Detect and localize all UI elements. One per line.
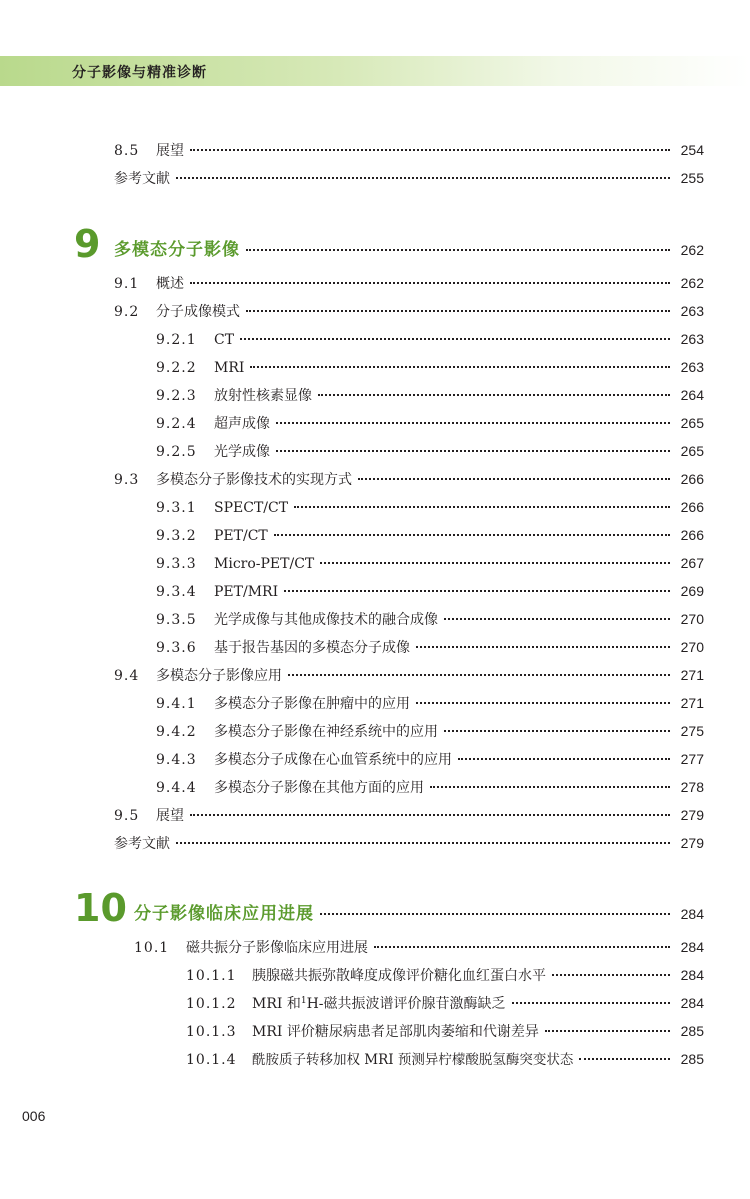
dot-leader: [246, 249, 670, 251]
dot-leader: [545, 1030, 670, 1032]
entry-number: 8.5: [114, 143, 140, 159]
dot-leader: [274, 534, 670, 536]
chapter-9-number: 9: [74, 222, 101, 266]
entry-title: 多模态分子成像在心血管系统中的应用: [214, 752, 452, 768]
toc-entry-9-4-4[interactable]: [156, 777, 704, 797]
entry-number: 10.1.2: [186, 996, 237, 1012]
entry-title: 概述: [156, 276, 184, 292]
entry-page: 279: [680, 807, 704, 823]
toc-entry-9-3-2[interactable]: [156, 525, 704, 545]
superscript-mass-number: 1: [300, 996, 307, 1006]
dot-leader: [190, 149, 670, 151]
entry-page: 265: [680, 415, 704, 431]
dot-leader: [318, 394, 670, 396]
entry-title: 参考文献: [114, 836, 170, 852]
entry-page: 255: [680, 170, 704, 186]
entry-title: 多模态分子影像在神经系统中的应用: [214, 724, 438, 740]
entry-title: 多模态分子影像在肿瘤中的应用: [214, 696, 410, 712]
toc-entry-9-2-2[interactable]: [156, 357, 704, 377]
entry-number: 9.2.2: [156, 360, 197, 376]
entry-number: 10.1: [134, 940, 170, 956]
entry-page: 279: [680, 835, 704, 851]
toc-entry-9-2[interactable]: [114, 301, 704, 321]
dot-leader: [250, 366, 670, 368]
entry-page: 271: [680, 667, 704, 683]
entry-number: 9.4.3: [156, 752, 197, 768]
toc-entry-9-2-1[interactable]: [156, 329, 704, 349]
toc-entry-9-3-6[interactable]: [156, 637, 704, 657]
toc-entry-references-8[interactable]: [114, 168, 704, 188]
dot-leader: [288, 674, 670, 676]
entry-title: PET/CT: [214, 528, 268, 544]
entry-title-part: H-磁共振波谱评价腺苷激酶缺乏: [306, 996, 506, 1012]
entry-title: 放射性核素显像: [214, 388, 312, 404]
entry-page: 263: [680, 303, 704, 319]
toc-entry-references-9[interactable]: [114, 833, 704, 853]
toc-entry-9-3[interactable]: [114, 469, 704, 489]
entry-title: 参考文献: [114, 171, 170, 187]
toc-entry-9-2-5[interactable]: [156, 441, 704, 461]
entry-title: 胰腺磁共振弥散峰度成像评价糖化血红蛋白水平: [252, 968, 546, 984]
entry-title: [252, 994, 506, 1014]
dot-leader: [276, 422, 670, 424]
toc-entry-10-1-2[interactable]: [186, 993, 704, 1013]
entry-number: 9.3.6: [156, 640, 197, 656]
dot-leader: [374, 946, 670, 948]
toc-entry-8-5[interactable]: [114, 140, 704, 160]
entry-number: 9.3.1: [156, 500, 197, 516]
entry-page: 254: [680, 142, 704, 158]
entry-page: 271: [680, 695, 704, 711]
entry-number: 9.4.2: [156, 724, 197, 740]
entry-page: 266: [680, 471, 704, 487]
entry-number: 9.2.5: [156, 444, 197, 460]
entry-page: 284: [680, 906, 704, 922]
entry-title: 多模态分子影像技术的实现方式: [156, 472, 352, 488]
dot-leader: [416, 646, 670, 648]
entry-number: 10.1.4: [186, 1052, 237, 1068]
entry-page: 270: [680, 611, 704, 627]
dot-leader: [284, 590, 670, 592]
entry-page: 270: [680, 639, 704, 655]
entry-number: 9.3.2: [156, 528, 197, 544]
entry-title-part: MRI 和: [252, 996, 301, 1012]
entry-page: 262: [680, 242, 704, 258]
entry-number: 9.3.5: [156, 612, 197, 628]
toc-chapter-9[interactable]: [114, 240, 704, 260]
entry-title: PET/MRI: [214, 584, 279, 600]
entry-page: 265: [680, 443, 704, 459]
entry-number: 9.2.1: [156, 332, 197, 348]
entry-title: 多模态分子影像在其他方面的应用: [214, 780, 424, 796]
entry-page: 262: [680, 275, 704, 291]
toc-chapter-10[interactable]: [134, 904, 704, 924]
entry-title: 超声成像: [214, 416, 270, 432]
entry-page: 284: [680, 995, 704, 1011]
entry-title: 分子成像模式: [156, 304, 240, 320]
entry-number: 9.4.1: [156, 696, 197, 712]
dot-leader: [320, 562, 670, 564]
toc-entry-9-4-3[interactable]: [156, 749, 704, 769]
entry-title: MRI: [214, 360, 245, 376]
entry-page: 267: [680, 555, 704, 571]
entry-number: 9.2: [114, 304, 140, 320]
dot-leader: [552, 974, 670, 976]
dot-leader: [190, 814, 670, 816]
dot-leader: [320, 913, 670, 915]
toc-entry-9-2-4[interactable]: [156, 413, 704, 433]
dot-leader: [444, 618, 670, 620]
entry-title: SPECT/CT: [214, 500, 289, 516]
entry-page: 285: [680, 1051, 704, 1067]
entry-number: 9.3: [114, 472, 140, 488]
dot-leader: [458, 758, 670, 760]
entry-page: 278: [680, 779, 704, 795]
entry-number: 9.3.3: [156, 556, 197, 572]
entry-number: 10.1.1: [186, 968, 237, 984]
entry-page: 275: [680, 723, 704, 739]
entry-title: 基于报告基因的多模态分子成像: [214, 640, 410, 656]
page-folio: 006: [22, 1108, 46, 1124]
dot-leader: [176, 177, 670, 179]
entry-number: 9.2.3: [156, 388, 197, 404]
dot-leader: [358, 478, 670, 480]
dot-leader: [444, 730, 670, 732]
entry-page: 284: [680, 939, 704, 955]
dot-leader: [246, 310, 670, 312]
dot-leader: [240, 338, 670, 340]
running-header-title: 分子影像与精准诊断: [72, 65, 207, 81]
entry-title: 磁共振分子影像临床应用进展: [186, 940, 368, 956]
chapter-title: 多模态分子影像: [114, 240, 240, 260]
entry-title: CT: [214, 332, 235, 348]
toc-entry-9-3-3[interactable]: [156, 553, 704, 573]
entry-title: 光学成像与其他成像技术的融合成像: [214, 612, 438, 628]
entry-number: 9.1: [114, 276, 140, 292]
entry-page: 263: [680, 359, 704, 375]
entry-page: 269: [680, 583, 704, 599]
toc-entry-9-4[interactable]: [114, 665, 704, 685]
toc-entry-9-3-4[interactable]: [156, 581, 704, 601]
dot-leader: [276, 450, 670, 452]
toc-entry-10-1-3[interactable]: [186, 1021, 704, 1041]
toc-entry-9-1[interactable]: [114, 273, 704, 293]
dot-leader: [294, 506, 670, 508]
entry-number: 9.2.4: [156, 416, 197, 432]
toc-entry-10-1-1[interactable]: [186, 965, 704, 985]
dot-leader: [190, 282, 670, 284]
entry-title: 光学成像: [214, 444, 270, 460]
toc-entry-9-2-3[interactable]: [156, 385, 704, 405]
entry-page: 285: [680, 1023, 704, 1039]
entry-page: 266: [680, 499, 704, 515]
entry-page: 266: [680, 527, 704, 543]
entry-page: 277: [680, 751, 704, 767]
entry-title: 展望: [156, 143, 184, 159]
entry-title: 酰胺质子转移加权 MRI 预测异柠檬酸脱氢酶突变状态: [252, 1052, 574, 1068]
dot-leader: [579, 1058, 670, 1060]
entry-title: 展望: [156, 808, 184, 824]
entry-number: 9.4.4: [156, 780, 197, 796]
dot-leader: [512, 1002, 670, 1004]
toc-entry-9-5[interactable]: [114, 805, 704, 825]
toc-entry-10-1[interactable]: [134, 937, 704, 957]
entry-number: 9.3.4: [156, 584, 197, 600]
entry-page: 263: [680, 331, 704, 347]
entry-number: 10.1.3: [186, 1024, 237, 1040]
entry-title: Micro-PET/CT: [214, 556, 315, 572]
toc-entry-10-1-4[interactable]: [186, 1049, 704, 1069]
toc-entry-9-4-2[interactable]: [156, 721, 704, 741]
dot-leader: [416, 702, 670, 704]
toc-entry-9-3-1[interactable]: [156, 497, 704, 517]
entry-title: 多模态分子影像应用: [156, 668, 282, 684]
dot-leader: [430, 786, 670, 788]
entry-page: 264: [680, 387, 704, 403]
toc-entry-9-4-1[interactable]: [156, 693, 704, 713]
entry-title: MRI 评价糖尿病患者足部肌肉萎缩和代谢差异: [252, 1024, 539, 1040]
dot-leader: [176, 842, 670, 844]
chapter-title: 分子影像临床应用进展: [134, 904, 314, 924]
entry-page: 284: [680, 967, 704, 983]
chapter-10-number: 10: [74, 886, 127, 930]
toc-entry-9-3-5[interactable]: [156, 609, 704, 629]
entry-number: 9.4: [114, 668, 140, 684]
entry-number: 9.5: [114, 808, 140, 824]
